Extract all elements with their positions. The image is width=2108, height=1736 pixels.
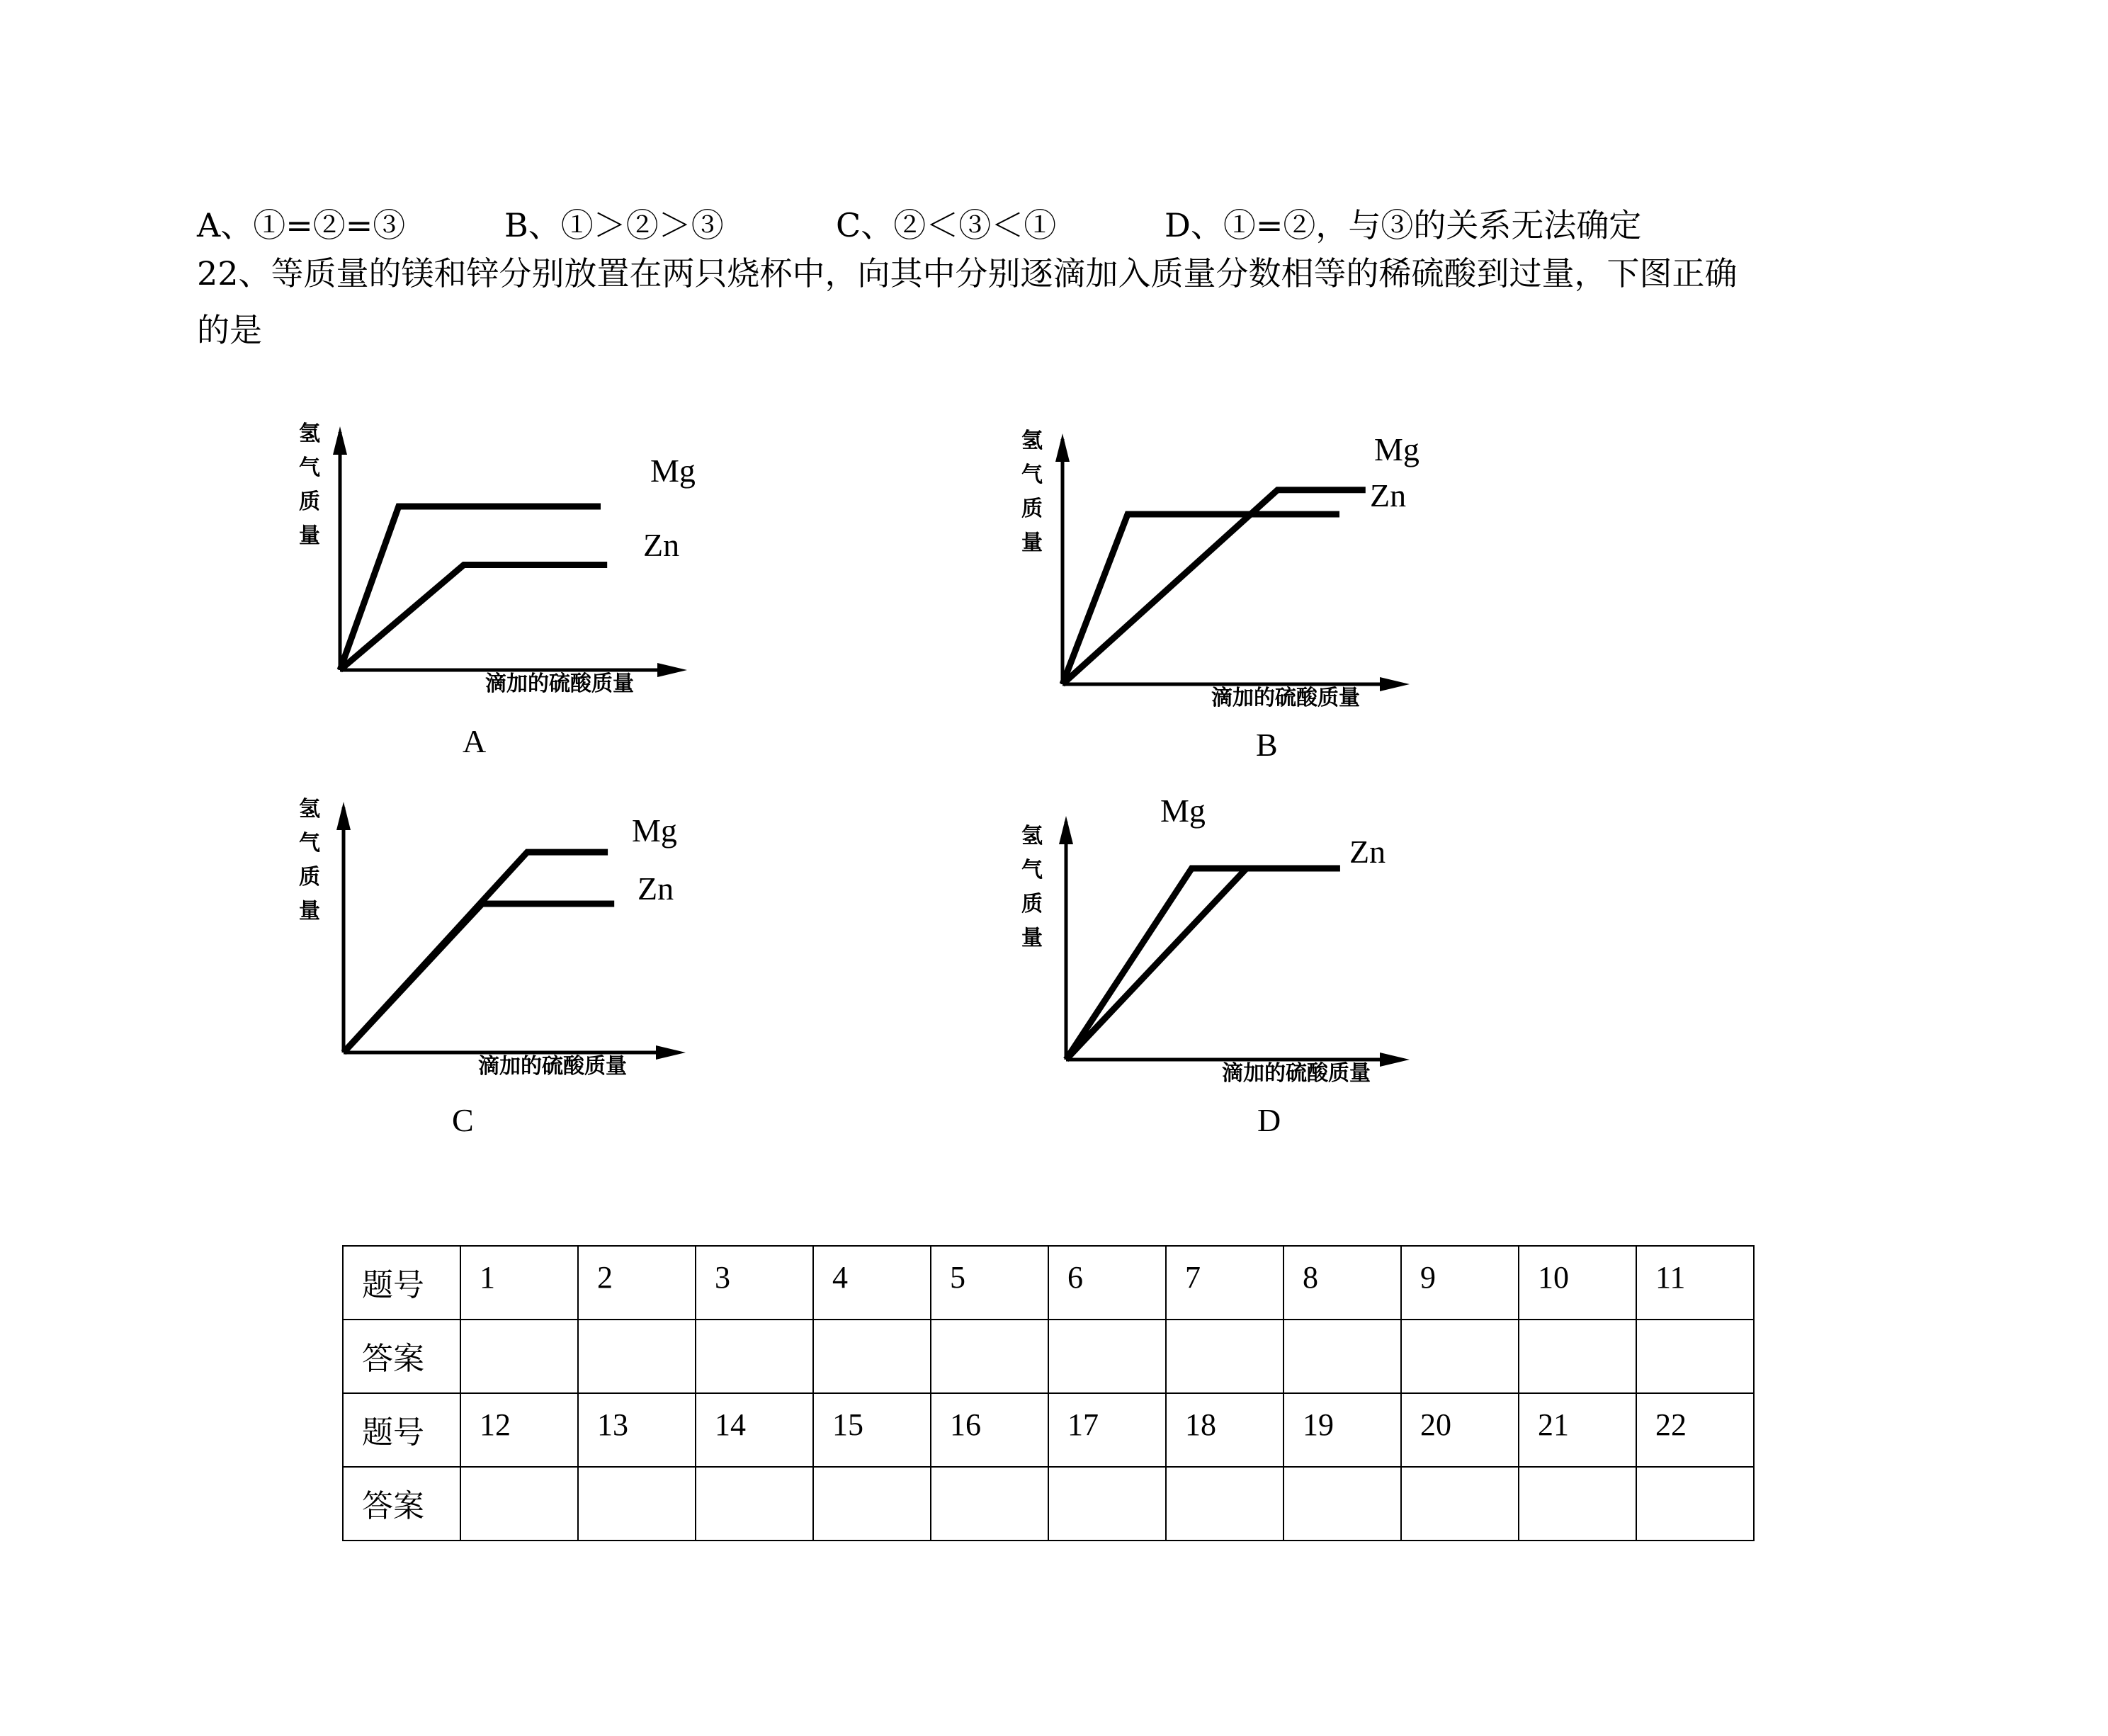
zn-line <box>344 904 614 1053</box>
graph-b <box>1006 418 1431 763</box>
graph-d <box>1006 786 1431 1138</box>
question-number-cell: 9 <box>1401 1246 1519 1320</box>
mg-line <box>344 852 608 1053</box>
y-axis-arrow <box>1059 816 1073 844</box>
answer-cell[interactable] <box>931 1467 1048 1541</box>
answer-cell[interactable] <box>813 1320 931 1393</box>
graph-c <box>283 786 708 1138</box>
question-number-cell: 22 <box>1636 1393 1754 1467</box>
x-axis-label: 滴加的硫酸质量 <box>1222 1061 1371 1086</box>
option-c: C、②＜③＜① <box>836 206 1057 244</box>
y-axis-char: 氢 <box>1021 429 1043 453</box>
table-row <box>343 1393 1754 1467</box>
answer-cell[interactable] <box>1048 1467 1166 1541</box>
graph-c-svg <box>283 786 708 1112</box>
y-axis-arrow <box>336 802 351 830</box>
y-axis-char: 质 <box>1021 892 1043 917</box>
y-axis-arrow <box>333 426 347 455</box>
question-number-cell: 2 <box>578 1246 696 1320</box>
option-d: D、①=②，与③的关系无法确定 <box>1164 206 1642 244</box>
question-number-cell: 8 <box>1284 1246 1401 1320</box>
answer-cell[interactable] <box>1401 1320 1519 1393</box>
answer-cell[interactable] <box>460 1467 578 1541</box>
y-axis-char: 量 <box>1021 531 1043 555</box>
question-number-cell: 21 <box>1519 1393 1636 1467</box>
answer-cell[interactable] <box>1519 1320 1636 1393</box>
question-number-cell: 12 <box>460 1393 578 1467</box>
graph-d-svg <box>1006 786 1431 1112</box>
table-row <box>343 1320 1754 1393</box>
answer-cell[interactable] <box>931 1320 1048 1393</box>
x-axis-label: 滴加的硫酸质量 <box>1211 686 1360 710</box>
question-number-cell: 18 <box>1166 1393 1284 1467</box>
question22-line1: 22、等质量的镁和锌分别放置在两只烧杯中，向其中分别逐滴加入质量分数相等的稀硫酸到过量，下图正确 <box>197 254 1738 293</box>
mg-label: Mg <box>1160 793 1206 829</box>
answer-label-cell: 答案 <box>343 1320 460 1393</box>
y-axis-arrow <box>1055 433 1070 462</box>
zn-line <box>1066 868 1340 1060</box>
answer-label-cell: 答案 <box>343 1467 460 1541</box>
y-axis-char: 量 <box>299 523 320 548</box>
question22-line2: 的是 <box>197 311 262 349</box>
answer-cell[interactable] <box>1166 1320 1284 1393</box>
mg-label: Mg <box>1374 431 1420 467</box>
answer-cell[interactable] <box>696 1320 813 1393</box>
question-number-cell: 6 <box>1048 1246 1166 1320</box>
question-number-cell: 11 <box>1636 1246 1754 1320</box>
answer-cell[interactable] <box>1284 1320 1401 1393</box>
question-number-cell: 16 <box>931 1393 1048 1467</box>
answer-cell[interactable] <box>1519 1467 1636 1541</box>
question-number-cell: 20 <box>1401 1393 1519 1467</box>
zn-line <box>340 565 607 671</box>
question-number-cell: 19 <box>1284 1393 1401 1467</box>
mg-line <box>1062 490 1366 684</box>
y-axis-char: 气 <box>1021 858 1043 883</box>
question-number-cell: 13 <box>578 1393 696 1467</box>
y-axis-char: 质 <box>1021 497 1043 521</box>
graph-letter: B <box>1256 727 1278 763</box>
graph-a <box>283 411 708 759</box>
graph-b-svg <box>1006 418 1431 744</box>
answer-cell[interactable] <box>1048 1320 1166 1393</box>
answer-cell[interactable] <box>1636 1320 1754 1393</box>
answer-cell[interactable] <box>578 1320 696 1393</box>
y-axis-char: 氢 <box>1021 824 1043 849</box>
zn-label: Zn <box>1370 477 1407 514</box>
question-number-cell: 7 <box>1166 1246 1284 1320</box>
option-b: B、①＞②＞③ <box>504 206 724 244</box>
mg-line <box>1066 868 1340 1060</box>
mg-label: Mg <box>632 812 677 849</box>
mg-line <box>340 506 601 670</box>
answer-cell[interactable] <box>460 1320 578 1393</box>
option-a: A、①=②=③ <box>197 206 406 244</box>
table-row <box>343 1246 1754 1320</box>
y-axis-char: 气 <box>299 455 320 480</box>
table-row <box>343 1467 1754 1541</box>
x-axis-arrow <box>657 663 687 677</box>
zn-label: Zn <box>643 527 680 563</box>
graph-letter: C <box>452 1102 474 1138</box>
x-axis-label: 滴加的硫酸质量 <box>485 671 634 696</box>
zn-label: Zn <box>1349 834 1386 870</box>
question-number-cell: 5 <box>931 1246 1048 1320</box>
answer-cell[interactable] <box>696 1467 813 1541</box>
question-number-cell: 3 <box>696 1246 813 1320</box>
question-number-cell: 1 <box>460 1246 578 1320</box>
answer-cell[interactable] <box>1166 1467 1284 1541</box>
y-axis-char: 质 <box>299 865 320 890</box>
header-label-cell: 题号 <box>343 1393 460 1467</box>
question-number-cell: 14 <box>696 1393 813 1467</box>
answer-cell[interactable] <box>1401 1467 1519 1541</box>
x-axis-label: 滴加的硫酸质量 <box>478 1054 627 1079</box>
question-number-cell: 15 <box>813 1393 931 1467</box>
x-axis-arrow <box>656 1045 686 1060</box>
x-axis-arrow <box>1380 677 1410 691</box>
zn-label: Zn <box>638 870 674 907</box>
answer-cell[interactable] <box>813 1467 931 1541</box>
zn-line <box>1062 514 1339 684</box>
question-number-cell: 17 <box>1048 1393 1166 1467</box>
answer-cell[interactable] <box>1636 1467 1754 1541</box>
answer-table <box>342 1245 1755 1541</box>
y-axis-char: 气 <box>299 831 320 856</box>
graph-letter: D <box>1257 1102 1281 1138</box>
answer-cell[interactable] <box>578 1467 696 1541</box>
y-axis-char: 量 <box>299 899 320 924</box>
graph-a-svg <box>283 411 708 737</box>
question-number-cell: 10 <box>1519 1246 1636 1320</box>
y-axis-char: 质 <box>299 489 320 514</box>
y-axis-char: 气 <box>1021 463 1043 487</box>
y-axis-char: 量 <box>1021 926 1043 951</box>
mg-label: Mg <box>650 453 696 489</box>
answer-cell[interactable] <box>1284 1467 1401 1541</box>
question-number-cell: 4 <box>813 1246 931 1320</box>
x-axis-arrow <box>1380 1053 1410 1067</box>
y-axis-char: 氢 <box>299 797 320 822</box>
graph-letter: A <box>463 723 487 759</box>
y-axis-char: 氢 <box>299 421 320 446</box>
header-label-cell: 题号 <box>343 1246 460 1320</box>
